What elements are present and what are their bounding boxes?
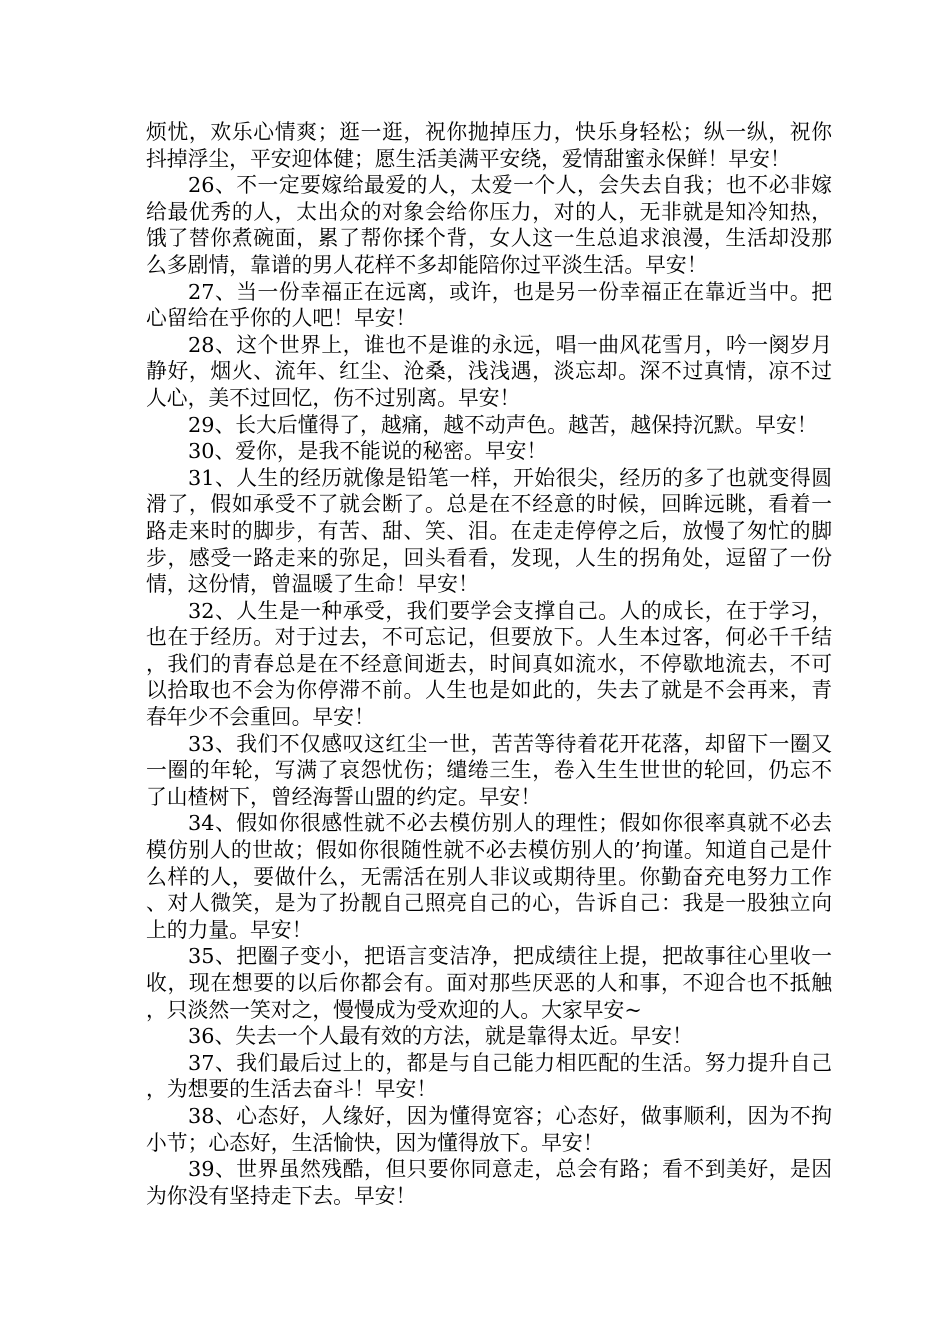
paragraph-31: 31、人生的经历就像是铅笔一样，开始很尖，经历的多了也就变得圆滑了，假如承受不了就会断了。总是在不经意的时候，回眸远眺，看着一路走来时的脚步，有苦、甜、笑、泪。在走走停停之后，放慢了匆忙的脚步，感受一路走来的弥足，回头看看，发现，人生的拐角处，逗留了一份情，这份情，曾温暖了生命！早安！ xyxy=(146,465,832,597)
paragraph-33: 33、我们不仅感叹这红尘一世，苦苦等待着花开花落，却留下一圈又一圈的年轮，写满了哀怨忧伤；缱绻三生，卷入生生世世的轮回，仍忘不了山楂树下，曾经海誓山盟的约定。早安！ xyxy=(146,731,832,809)
paragraph-30: 30、爱你，是我不能说的秘密。早安！ xyxy=(188,439,548,464)
paragraph-36: 36、失去一个人最有效的方法，就是靠得太近。早安！ xyxy=(188,1024,693,1049)
document-body xyxy=(146,119,832,1209)
paragraph-38: 38、心态好，人缘好，因为懂得宽容；心态好，做事顺利，因为不拘小节；心态好，生活愉快，因为懂得放下。早安！ xyxy=(146,1103,832,1155)
paragraph-continued: 烦忧，欢乐心情爽；逛一逛，祝你抛掉压力，快乐身轻松；纵一纵，祝你抖掉浮尘，平安迎体健；愿生活美满平安绕，爱情甜蜜永保鲜！早安！ xyxy=(146,120,832,171)
paragraph-39: 39、世界虽然残酷，但只要你同意走，总会有路；看不到美好，是因为你没有坚持走下去。早安！ xyxy=(146,1157,832,1208)
paragraph-34: 34、假如你很感性就不必去模仿别人的理性；假如你很率真就不必去模仿别人的世故；假如你很随性就不必去模仿别人的’拘谨。知道自己是什么样的人，要做什么，无需活在别人非议或期待里。你勤奋充电努力工作、对人微笑，是为了扮靓自己照亮自己的心，告诉自己：我是一股独立向上的力量。早安！ xyxy=(146,811,832,942)
paragraph-32: 32、人生是一种承受，我们要学会支撑自己。人的成长，在于学习，也在于经历。对于过去，不可忘记，但要放下。人生本过客，何必千千结，我们的青春总是在不经意间逝去，时间真如流水，不停歇地流去，不可以拾取也不会为你停滞不前。人生也是如此的，失去了就是不会再来，青春年少不会重回。早安！ xyxy=(146,598,832,730)
paragraph-28: 28、这个世界上，谁也不是谁的永远，唱一曲风花雪月，吟一阕岁月静好，烟火、流年、红尘、沧桑，浅浅遇，淡忘却。深不过真情，凉不过人心，美不过回忆，伤不过别离。早安！ xyxy=(146,332,832,410)
paragraph-29: 29、长大后懂得了，越痛，越不动声色。越苦，越保持沉默。早安！ xyxy=(188,412,818,437)
paragraph-27: 27、当一份幸福正在远离，或许，也是另一份幸福正在靠近当中。把心留给在乎你的人吧！早安！ xyxy=(146,279,832,331)
paragraph-35: 35、把圈子变小，把语言变洁净，把成绩往上提，把故事往心里收一收，现在想要的以后你都会有。面对那些厌恶的人和事，不迎合也不抵触，只淡然一笑对之，慢慢成为受欢迎的人。大家早安~ xyxy=(146,944,832,1022)
paragraph-37: 37、我们最后过上的，都是与自己能力相匹配的生活。努力提升自己，为想要的生活去奋斗！早安！ xyxy=(146,1050,832,1102)
paragraph-26: 26、不一定要嫁给最爱的人，太爱一个人，会失去自我；也不必非嫁给最优秀的人，太出众的对象会给你压力，对的人，无非就是知冷知热，饿了替你煮碗面，累了帮你揉个背，女人这一生总追求浪漫，生活却没那么多剧情，靠谱的男人花样不多却能陪你过平淡生活。早安！ xyxy=(146,173,832,277)
